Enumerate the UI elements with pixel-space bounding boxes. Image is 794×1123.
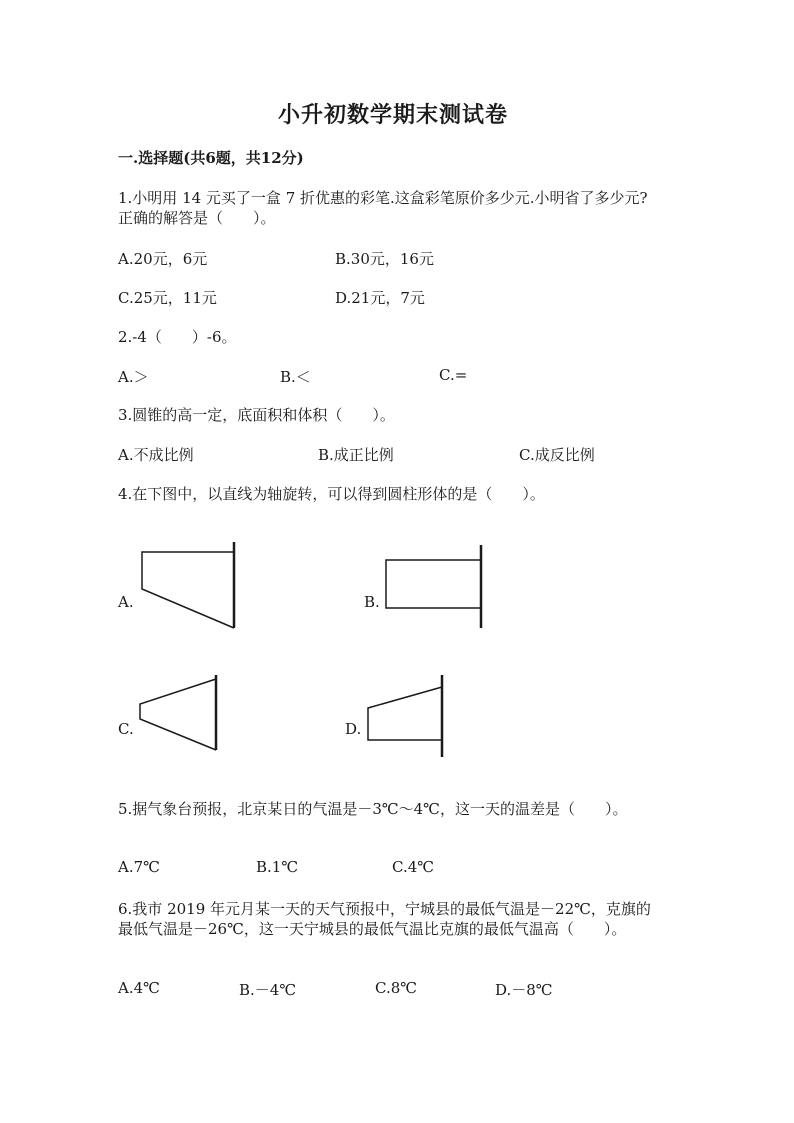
question-6-line-1: 6.我市 2019 年元月某一天的天气预报中，宁城县的最低气温是－22℃，克旗的 bbox=[118, 900, 651, 918]
figure-a-trapezoid bbox=[142, 542, 234, 628]
figure-label-c[interactable]: C. bbox=[118, 720, 134, 738]
question-1-line-2: 正确的解答是（ ）。 bbox=[118, 209, 276, 227]
section-heading: 一.选择题(共6题，共12分) bbox=[118, 149, 304, 167]
question-5-option-a[interactable]: A.7℃ bbox=[118, 858, 160, 876]
page-title: 小升初数学期末测试卷 bbox=[278, 102, 509, 128]
figure-label-a[interactable]: A. bbox=[118, 593, 134, 611]
question-3-option-b[interactable]: B.成正比例 bbox=[318, 446, 394, 464]
question-4-text: 4.在下图中，以直线为轴旋转，可以得到圆柱形体的是（ ）。 bbox=[118, 485, 545, 503]
question-5-option-c[interactable]: C.4℃ bbox=[392, 858, 435, 876]
question-3-option-a[interactable]: A.不成比例 bbox=[118, 446, 194, 464]
question-6-option-c[interactable]: C.8℃ bbox=[375, 979, 418, 997]
question-1-option-c[interactable]: C.25元，11元 bbox=[118, 289, 217, 307]
figure-c-trapezoid bbox=[140, 675, 216, 750]
question-3-option-c[interactable]: C.成反比例 bbox=[519, 446, 595, 464]
question-6-line-2: 最低气温是－26℃，这一天宁城县的最低气温比克旗的最低气温高（ ）。 bbox=[118, 920, 627, 938]
question-2-option-a[interactable]: A.＞ bbox=[118, 368, 149, 386]
question-2-option-c[interactable]: C.= bbox=[439, 366, 468, 384]
question-6-option-d[interactable]: D.－8℃ bbox=[495, 981, 553, 999]
question-6-option-b[interactable]: B.－4℃ bbox=[239, 981, 297, 999]
figure-d-trapezoid bbox=[368, 675, 442, 757]
question-5-text: 5.据气象台预报，北京某日的气温是－3℃～4℃，这一天的温差是（ ）。 bbox=[118, 800, 628, 818]
figure-label-b[interactable]: B. bbox=[364, 593, 380, 611]
question-3-text: 3.圆锥的高一定，底面积和体积（ ）。 bbox=[118, 406, 395, 424]
figure-label-d[interactable]: D. bbox=[345, 720, 362, 738]
question-5-option-b[interactable]: B.1℃ bbox=[256, 858, 299, 876]
figure-b-rectangle bbox=[386, 545, 481, 628]
question-1-option-a[interactable]: A.20元，6元 bbox=[118, 250, 208, 268]
question-1-line-1: 1.小明用 14 元买了一盒 7 折优惠的彩笔.这盒彩笔原价多少元.小明省了多少元? bbox=[118, 189, 648, 207]
question-1-option-d[interactable]: D.21元，7元 bbox=[335, 289, 425, 307]
question-2-option-b[interactable]: B.＜ bbox=[280, 368, 311, 386]
question-1-option-b[interactable]: B.30元，16元 bbox=[335, 250, 434, 268]
question-6-option-a[interactable]: A.4℃ bbox=[118, 979, 160, 997]
question-2-text: 2.-4（ ）-6。 bbox=[118, 328, 237, 346]
